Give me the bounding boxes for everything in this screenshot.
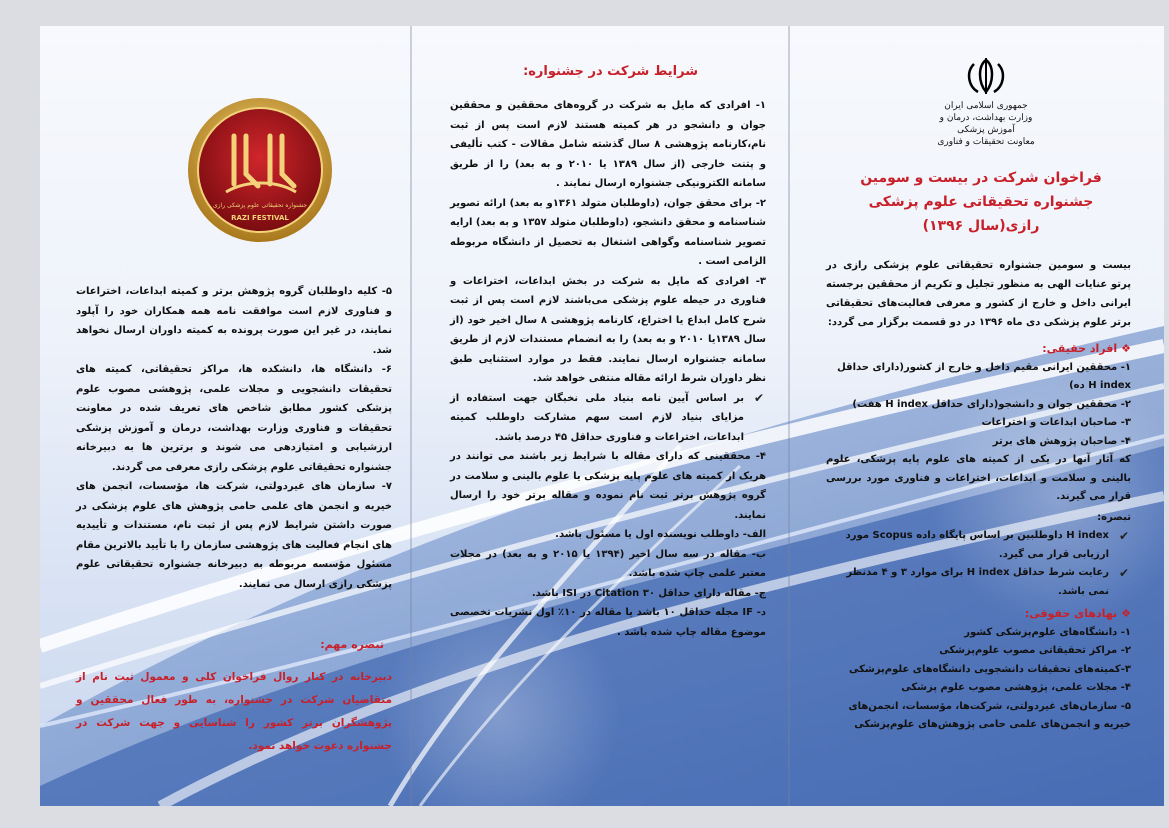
main-title: [836, 166, 1126, 238]
individual-item: ۴- صاحبان پژوهش های برتر: [992, 435, 1131, 447]
conditions-body: [450, 96, 766, 642]
condition-sub-d: د- IF مجله حداقل ۱۰ باشد یا مقاله در ۱۰٪ اول نشریات تخصصی موضوع مقاله چاپ شده باشد .: [450, 607, 767, 638]
emblem-text-1: جمهوری اسلامی ایران: [944, 101, 1028, 111]
individuals-note: که آثار آنها در یکی از کمیته های علوم پایه پزشکی، علوم بالینی و سلامت و ابداعات، اختراعات و فناوری مورد بررسی قرار می گیرند.: [826, 454, 1131, 502]
condition-item-2: ۲- برای محقق جوان، (داوطلبان متولد ۱۳۶۱و به بعد) ارائه تصویر شناسنامه و محقق دانشجو، (داوطلبان متولد ۱۳۵۷ و به بعد) ارایه تصویر شناسنامه وگواهی اشتغال به تحصیل از دانشگاه مربوطه الزامی است .: [450, 197, 767, 267]
condition-item-5: ۵- کلیه داوطلبان گروه پژوهش برتر و کمیته ابداعات، اختراعات و فناوری لازم است موافقت نامه همه همکاران خود را آپلود نمایند، در غیر این صورت پرونده به کمیته داوران ارسال نخواهد شد.: [76, 286, 392, 356]
individual-item: ۱- محققین ایرانی مقیم داخل و خارج از کشور(دارای حداقل H index ده): [837, 361, 1131, 391]
legal-item: ۲- مراکز تحقیقاتی مصوب علوم‌پزشکی: [939, 645, 1131, 656]
conditions-heading: شرایط شرکت در جشنواره:: [523, 64, 698, 79]
emblem-text-2: وزارت بهداشت، درمان و آموزش پزشکی: [939, 113, 1033, 135]
important-heading: تبصره مهم:: [320, 638, 384, 651]
intro-text: بیست و سومین جشنواره تحقیقاتی علوم پزشکی رازی در پرتو عنایات الهی به منظور تجلیل و تکریم از محققین برجسته ایرانی داخل و خارج از کشور و معرفی فعالیت‌های تحقیقاتی برتر علوم پزشکی دی ماه ۱۳۹۶ در دو قسمت برگزار می گردد:: [826, 260, 1131, 328]
razi-festival-logo: [186, 96, 334, 244]
check-icon: ✔: [1118, 566, 1129, 580]
logo-text: RAZI FESTIVAL: [231, 214, 289, 222]
iran-emblem-icon: [964, 56, 1008, 96]
legal-item: ۳-کمیته‌های تحقیقات دانشجویی دانشگاه‌های علوم‌پزشکی: [849, 663, 1131, 675]
legal-item: ۵- سازمان‌های غیردولتی، شرکت‌ها، مؤسسات، انجمن‌های خیریه و انجمن‌های علمی حامی پژوهش‌های علوم‌پزشکی: [848, 700, 1131, 730]
condition-sub-b: ب- مقاله در سه سال اخیر (۱۳۹۴ یا ۲۰۱۵ و به بعد) در مجلات معتبر علمی چاپ شده باشد.: [450, 548, 766, 579]
condition-item-4: ۴- محققینی که دارای مقاله با شرایط زیر باشند می توانند در هریک از کمیته های علوم پایه پزشکی یا علوم بالینی و سلامت در گروه پژوهش برتر ثبت نام نموده و مقاله برتر خود را ارسال نمایند.: [450, 451, 766, 521]
middle-panel: [450, 26, 768, 806]
fold-line-right: [788, 26, 790, 806]
legal-item: ۱- دانشگاه‌های علوم‌پزشکی کشور: [964, 626, 1131, 638]
note-item: ✔ رعایت شرط حداقل H index برای موارد ۳ و ۴ مدنظر نمی باشد.: [846, 566, 1129, 597]
important-text: دبیرخانه در کنار روال فراخوان کلی و معمول ثبت نام از متقاضیان شرکت در جشنواره، به طور فعال محققین و پژوهشگران برتر کشور را شناسایی و جهت شرکت در جشنواره دعوت خواهد نمود.: [76, 671, 392, 752]
logo-caption: جشنواره تحقیقاتی علوم پزشکی رازی: [212, 202, 308, 209]
condition-sub-c: ج- مقاله دارای حداقل Citation ۳۰ در ISI باشد.: [531, 587, 766, 599]
diamond-icon: ❖: [1121, 342, 1131, 355]
right-panel: [826, 26, 1136, 806]
individuals-section: [826, 340, 1131, 735]
condition-item-6: ۶- دانشگاه ها، دانشکده ها، مراکز تحقیقاتی، کمیته های تحقیقات دانشجویی و مجلات علمی، پژوهشی مصوب علوم پزشکی کشور مطابق شاخص های تعریف شده در معاونت تحقیقات و فناوری وزارت بهداشت، درمان و آموزش پزشکی ارزشیابی و امتیازدهی می شوند و برترین ها به دبیرخانه جشنواره تحقیقاتی علوم پزشکی رازی معرفی می گردند.: [76, 364, 392, 473]
condition-check-note: ✔ بر اساس آیین نامه بنیاد ملی نخبگان جهت استفاده از مزایای بنیاد لازم است سهم مشارکت داوطلب کمیته ابداعات، اختراعات و فناوری حداقل ۴۵ درصد باشد.: [450, 390, 764, 443]
title-line-2: جشنواره تحقیقاتی علوم پزشکی: [868, 194, 1094, 210]
condition-sub-a: الف- داوطلب نویسنده اول یا مسئول باشد.: [555, 529, 766, 540]
individual-item: ۲- محققین جوان و دانشجو(دارای حداقل H index هفت): [852, 398, 1131, 410]
individuals-heading: ❖افراد حقیقی:: [1042, 342, 1131, 355]
iran-emblem: [926, 56, 1046, 148]
left-body: [76, 282, 392, 594]
condition-item-1: ۱- افرادی که مایل به شرکت در گروه‌های محققین و محققین جوان و دانشجو در هر کمیته هستند لازم است پس از ثبت نام،کارنامه پژوهشی ۸ سال گذشته شامل مقالات - کتب تألیفی و پتنت خارجی (از سال ۱۳۸۹ یا ۲۰۱۰ و به بعد) را از طریق سامانه الکترونیکی جشنواره ارسال نمایند .: [450, 100, 766, 189]
check-icon: ✔: [1118, 529, 1129, 543]
brochure-sheet: [40, 26, 1164, 806]
left-panel: [76, 26, 394, 806]
note-item: ✔ H index داوطلبین بر اساس پایگاه داده Scopus مورد ارزیابی قرار می گیرد.: [845, 529, 1129, 560]
check-icon: ✔: [753, 390, 764, 405]
title-line-1: فراخوان شرکت در بیست و سومین: [860, 170, 1102, 186]
legal-heading: ❖نهادهای حقوقی:: [1024, 607, 1131, 620]
condition-item-7: ۷- سازمان های غیردولتی، شرکت ها، مؤسسات، انجمن های خیریه و انجمن های علمی حامی پژوهش های علوم پزشکی در صورت داشتن شرایط لازم پس از ثبت نام، مستندات و تأییدیه های انجام فعالیت های پژوهشی سازمان را با تأیید بالاترین مقام مسئول مؤسسه مربوطه به دبیرخانه جشنواره تحقیقاتی علوم پزشکی رازی ارسال می نمایند.: [76, 481, 392, 590]
legal-item: ۴- مجلات علمی، پژوهشی مصوب علوم پزشکی: [901, 682, 1131, 693]
title-line-3: رازی(سال ۱۳۹۶): [922, 218, 1040, 234]
individual-item: ۳- صاحبان ابداعات و اختراعات: [981, 417, 1131, 428]
condition-item-3: ۳- افرادی که مایل به شرکت در بخش ابداعات، اختراعات و فناوری در حیطه علوم پزشکی می‌باشند لازم است پس از ثبت شرح کامل ابداع یا اختراع، کارنامه پژوهشی ۸ سال اخیر خود (از سال ۱۳۸۹یا ۲۰۱۰ و به بعد) را به انضمام مستندات لازم از طریق سامانه جشنواره ارسال نمایند. فقط در موارد استثنایی طبق نظر داوران شرط ارائه مقاله منتفی خواهد شد.: [450, 275, 766, 384]
diamond-icon: ❖: [1121, 607, 1131, 620]
note-heading: تبصره:: [1097, 511, 1131, 523]
fold-line-left: [410, 26, 412, 806]
emblem-text-3: معاونت تحقیقات و فناوری: [937, 137, 1035, 147]
